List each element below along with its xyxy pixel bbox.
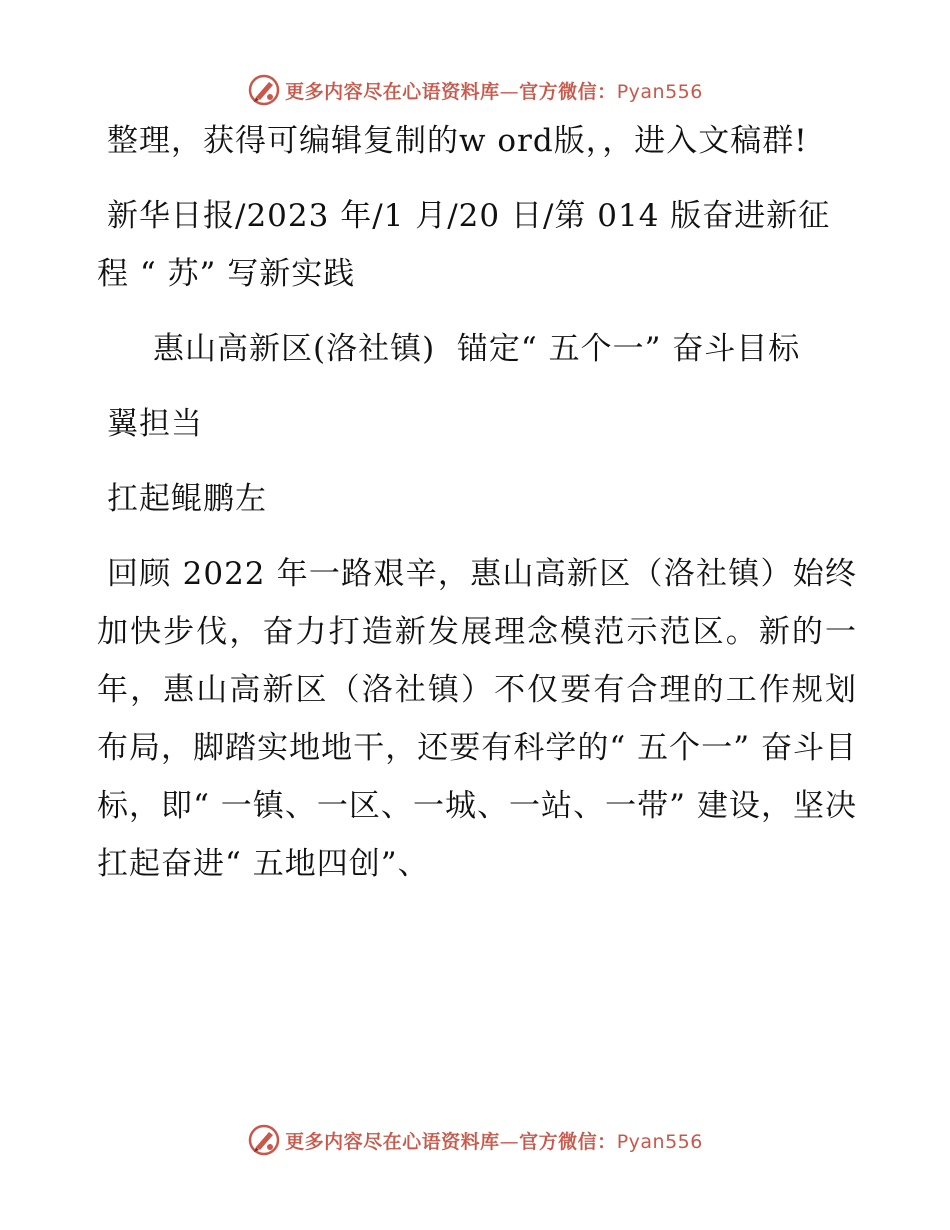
pen-seal-icon [247,73,281,107]
pen-seal-icon [247,1123,281,1157]
watermark-text [285,77,703,104]
watermark-wechat-id: Pyan556 [616,80,703,103]
watermark-dash: — [499,80,520,103]
watermark-site: 更多内容尽在心语资料库 [285,80,500,103]
intro-paragraph: 整理，获得可编辑复制的w ord版，，进入文稿群! [107,123,808,159]
watermark-wechat-label: 官方微信： [519,1130,617,1153]
watermark-site: 更多内容尽在心语资料库 [285,1130,500,1153]
watermark-dash: — [499,1130,520,1153]
watermark-text [285,1127,703,1154]
header-watermark [0,70,950,110]
watermark-wechat-id: Pyan556 [616,1130,703,1153]
subheading-2: 扛起鲲鹏左 [107,481,267,517]
body-paragraph: 回顾 2022 年一路艰辛，惠山高新区（洛社镇）始终加快步伐，奋力打造新发展理念模范示范区。新的一年，惠山高新区（洛社镇）不仅要有合理的工作规划布局，脚踏实地地干，还要有科学的“ 五个一” 奋斗目标，即“ 一镇、一区、一城、一站、一带” 建设，坚决扛起奋进“ 五地四创”、 [97,556,857,882]
footer-watermark [0,1120,950,1160]
watermark-wechat-label: 官方微信： [519,80,617,103]
article-heading: 惠山高新区(洛社镇) 锚定“ 五个一” 奋斗目标 [153,331,801,367]
subheading-1: 翼担当 [107,406,203,442]
document-body [97,112,857,910]
source-line: 新华日报/2023 年/1 月/20 日/第 014 版奋进新征程 “ 苏” 写新实践 [97,198,831,292]
